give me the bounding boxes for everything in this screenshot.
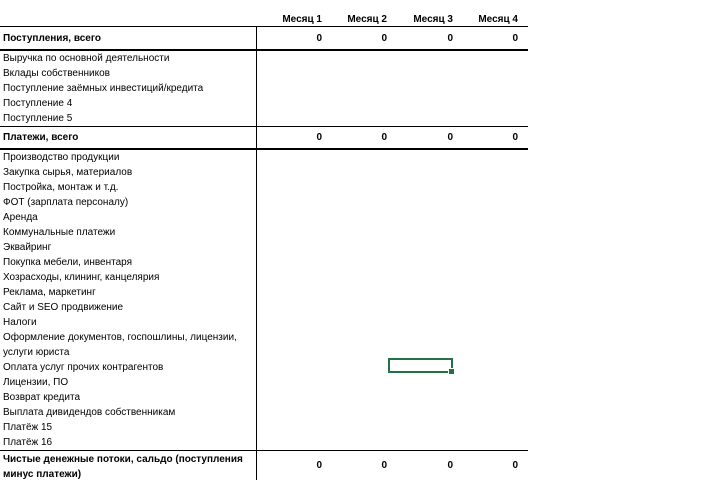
table-row[interactable]	[0, 270, 528, 285]
table-row[interactable]	[0, 405, 528, 420]
receipts-total-month-3[interactable]: 0	[447, 33, 453, 44]
column-header-month-4[interactable]: Месяц 4	[478, 14, 518, 25]
table-row[interactable]	[0, 315, 528, 330]
row-label: Коммунальные платежи	[3, 227, 116, 238]
table-row[interactable]	[0, 66, 528, 81]
table-row[interactable]	[0, 240, 528, 255]
row-label: Выручка по основной деятельности	[3, 53, 170, 64]
table-row[interactable]	[0, 225, 528, 240]
table-row[interactable]	[0, 285, 528, 300]
column-header-month-3[interactable]: Месяц 3	[413, 14, 453, 25]
net-flow-month-1[interactable]: 0	[316, 460, 322, 471]
receipts-total-month-1[interactable]: 0	[316, 33, 322, 44]
row-label: Покупка мебели, инвентаря	[3, 257, 133, 268]
net-flow-label-line-2: минус платежи)	[3, 469, 82, 480]
grid-line	[0, 26, 528, 27]
row-label: Возврат кредита	[3, 392, 81, 403]
row-label: Выплата дивидендов собственникам	[3, 407, 176, 418]
table-row[interactable]	[0, 111, 528, 126]
row-label: Поступление 4	[3, 98, 73, 109]
receipts-total-month-2[interactable]: 0	[381, 33, 387, 44]
column-divider	[256, 26, 257, 480]
table-row[interactable]	[0, 330, 528, 345]
grid-line	[0, 126, 528, 127]
receipts-total-month-4[interactable]: 0	[512, 33, 518, 44]
table-row[interactable]	[0, 375, 528, 390]
fill-handle[interactable]	[448, 368, 455, 375]
grid-line	[0, 450, 528, 451]
table-row[interactable]	[0, 165, 528, 180]
row-label: Лицензии, ПО	[3, 377, 69, 388]
row-label: Оформление документов, госпошлины, лицензии,	[3, 332, 237, 343]
table-row[interactable]	[0, 255, 528, 270]
row-label: Реклама, маркетинг	[3, 287, 96, 298]
row-label: услуги юриста	[3, 347, 70, 358]
table-row[interactable]	[0, 96, 528, 111]
table-row[interactable]	[0, 420, 528, 435]
row-label: Оплата услуг прочих контрагентов	[3, 362, 164, 373]
row-label: Вклады собственников	[3, 68, 110, 79]
table-row[interactable]	[0, 390, 528, 405]
row-label: Хозрасходы, клининг, канцелярия	[3, 272, 160, 283]
row-label: Поступление 5	[3, 113, 73, 124]
table-row[interactable]	[0, 210, 528, 225]
row-label: Постройка, монтаж и т.д.	[3, 182, 119, 193]
row-label: Поступление заёмных инвестиций/кредита	[3, 83, 204, 94]
payments-total-month-4[interactable]: 0	[512, 132, 518, 143]
net-flow-label-line-1: Чистые денежные потоки, сальдо (поступления	[3, 454, 243, 465]
receipts-total-label: Поступления, всего	[3, 33, 101, 44]
table-row[interactable]	[0, 195, 528, 210]
table-row[interactable]	[0, 300, 528, 315]
row-label: Платёж 15	[3, 422, 53, 433]
payments-total-row[interactable]	[0, 130, 528, 145]
net-flow-month-4[interactable]: 0	[512, 460, 518, 471]
row-label: Аренда	[3, 212, 38, 223]
table-row[interactable]	[0, 435, 528, 450]
payments-total-month-2[interactable]: 0	[381, 132, 387, 143]
net-flow-label	[3, 452, 243, 482]
table-row[interactable]	[0, 180, 528, 195]
table-row[interactable]	[0, 150, 528, 165]
payments-total-month-1[interactable]: 0	[316, 132, 322, 143]
row-label: Налоги	[3, 317, 37, 328]
column-header-month-2[interactable]: Месяц 2	[347, 14, 387, 25]
column-header-month-1[interactable]: Месяц 1	[282, 14, 322, 25]
payments-total-label: Платежи, всего	[3, 132, 79, 143]
row-label: Производство продукции	[3, 152, 120, 163]
receipts-total-row[interactable]	[0, 31, 528, 46]
active-cell-selection[interactable]	[388, 358, 453, 373]
net-flow-row[interactable]	[0, 452, 528, 480]
row-label: ФОТ (зарплата персоналу)	[3, 197, 129, 208]
payments-total-month-3[interactable]: 0	[447, 132, 453, 143]
row-label: Эквайринг	[3, 242, 52, 253]
net-flow-month-2[interactable]: 0	[381, 460, 387, 471]
table-row[interactable]	[0, 51, 528, 66]
net-flow-month-3[interactable]: 0	[447, 460, 453, 471]
row-label: Платёж 16	[3, 437, 53, 448]
row-label: Закупка сырья, материалов	[3, 167, 133, 178]
table-row[interactable]	[0, 81, 528, 96]
row-label: Сайт и SEO продвижение	[3, 302, 124, 313]
